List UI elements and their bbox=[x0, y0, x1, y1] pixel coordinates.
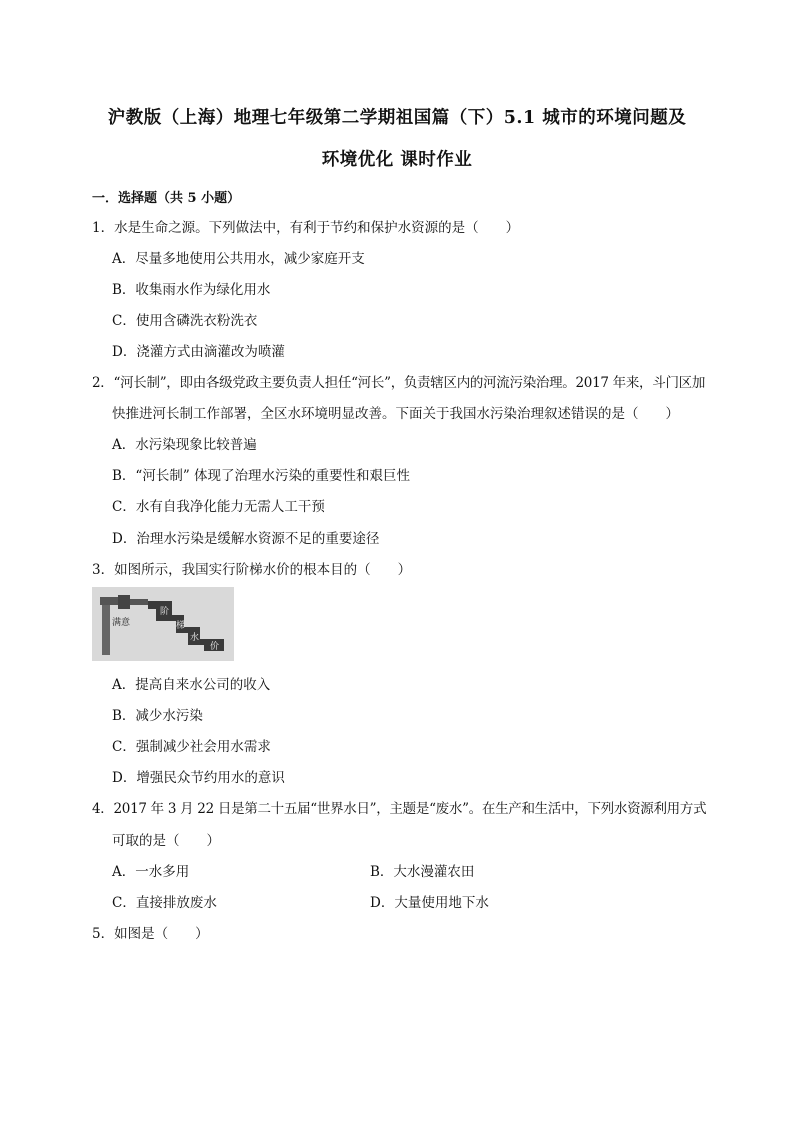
faucet-head bbox=[118, 595, 130, 609]
question-4-option-c[interactable]: C．直接排放废水 bbox=[112, 895, 217, 911]
question-1-option-d[interactable]: D．浇灌方式由滴灌改为喷灌 bbox=[112, 344, 285, 360]
question-1-option-b[interactable]: B．收集雨水作为绿化用水 bbox=[112, 282, 271, 298]
question-2-option-c[interactable]: C．水有自我净化能力无需人工干预 bbox=[112, 499, 325, 515]
figure-label-step3: 水 bbox=[190, 633, 200, 643]
question-4-option-a[interactable]: A．一水多用 bbox=[112, 864, 190, 880]
question-2-stem-line1: 2．“河长制”，即由各级党政主要负责人担任“河长”，负责辖区内的河流污染治理。2017 年来，斗门区加 bbox=[92, 375, 706, 391]
question-2-stem-line2: 快推进河长制工作部署，全区水环境明显改善。下面关于我国水污染治理叙述错误的是（ ） bbox=[112, 406, 679, 422]
section-heading: 一．选择题（共 5 小题） bbox=[92, 191, 241, 206]
question-1-stem: 1．水是生命之源。下列做法中，有利于节约和保护水资源的是（ ） bbox=[92, 220, 520, 236]
question-2-option-a[interactable]: A．水污染现象比较普遍 bbox=[112, 437, 257, 453]
question-3-option-b[interactable]: B．减少水污染 bbox=[112, 708, 203, 724]
question-3-option-a[interactable]: A．提高自来水公司的收入 bbox=[112, 677, 271, 693]
page-title-line2: 环境优化 课时作业 bbox=[321, 150, 473, 170]
faucet-post bbox=[102, 605, 110, 655]
question-4-option-b[interactable]: B．大水漫灌农田 bbox=[370, 864, 475, 880]
tiered-water-price-illustration bbox=[92, 587, 234, 661]
question-2-option-d[interactable]: D．治理水污染是缓解水资源不足的重要途径 bbox=[112, 531, 380, 547]
question-4-stem-line2: 可取的是（ ） bbox=[112, 833, 220, 849]
figure-label-step1: 阶 bbox=[160, 607, 170, 617]
question-4-option-d[interactable]: D．大量使用地下水 bbox=[370, 895, 489, 911]
question-3-stem: 3．如图所示，我国实行阶梯水价的根本目的（ ） bbox=[92, 562, 412, 578]
figure-label-left-1: 满意 bbox=[112, 618, 131, 628]
page-title-line1: 沪教版（上海）地理七年级第二学期祖国篇（下）5.1 城市的环境问题及 bbox=[107, 108, 687, 128]
question-4-stem-line1: 4．2017 年 3 月 22 日是第二十五届“世界水日”，主题是“废水”。在生产和生活中，下列水资源利用方式 bbox=[92, 801, 707, 817]
faucet-spout bbox=[130, 599, 148, 605]
question-2-option-b[interactable]: B．“河长制” 体现了治理水污染的重要性和艰巨性 bbox=[112, 468, 411, 484]
question-1-option-c[interactable]: C．使用含磷洗衣粉洗衣 bbox=[112, 313, 258, 329]
question-3-option-c[interactable]: C．强制减少社会用水需求 bbox=[112, 739, 271, 755]
figure-label-step4: 价 bbox=[210, 642, 220, 652]
question-5-stem: 5．如图是（ ） bbox=[92, 926, 209, 942]
figure-label-step2: 梯 bbox=[176, 621, 186, 631]
tiered-water-price-figure bbox=[92, 587, 234, 661]
question-1-option-a[interactable]: A．尽量多地使用公共用水，减少家庭开支 bbox=[112, 251, 365, 267]
question-3-option-d[interactable]: D．增强民众节约用水的意识 bbox=[112, 770, 285, 786]
